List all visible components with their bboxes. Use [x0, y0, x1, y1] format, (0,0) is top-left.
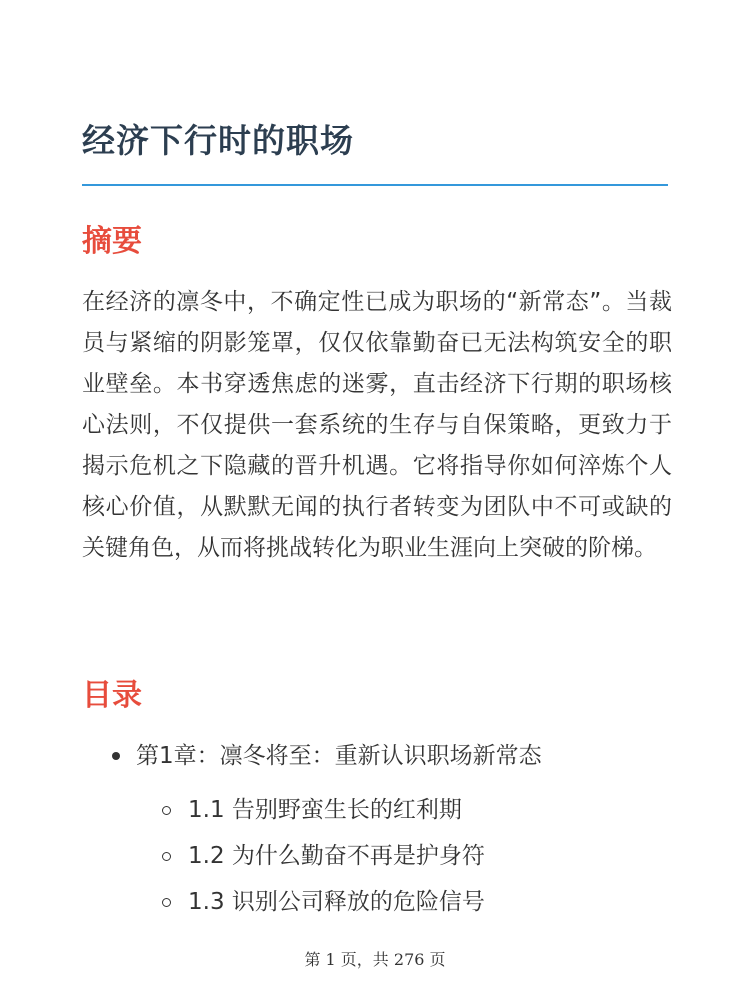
title-divider [82, 184, 668, 186]
bullet-disc-icon [112, 752, 120, 760]
toc-chapter-label[interactable]: 第1章：凛冬将至：重新认识职场新常态 [136, 743, 542, 769]
bullet-circle-icon [162, 806, 171, 815]
abstract-paragraph: 在经济的凛冬中，不确定性已成为职场的“新常态”。当裁员与紧缩的阴影笼罩，仅仅依靠勤奋已无法构筑安全的职业壁垒。本书穿透焦虑的迷雾，直击经济下行期的职场核心法则，不仅提供一套系统的生存与自保策略，更致力于揭示危机之下隐藏的晋升机遇。它将指导你如何淬炼个人核心价值，从默默无闻的执行者转变为团队中不可或缺的关键角色，从而将挑战转化为职业生涯向上突破的阶梯。 [82, 289, 672, 561]
toc-heading: 目录 [82, 678, 142, 713]
abstract-heading: 摘要 [82, 224, 142, 259]
bullet-circle-icon [162, 852, 171, 861]
page-number-footer: 第 1 页，共 276 页 [304, 950, 446, 969]
toc-section-label[interactable]: 1.1 告别野蛮生长的红利期 [188, 797, 462, 823]
bullet-circle-icon [162, 898, 171, 907]
document-title: 经济下行时的职场 [82, 121, 354, 160]
toc-section-label[interactable]: 1.3 识别公司释放的危险信号 [188, 889, 485, 915]
toc-section-label[interactable]: 1.2 为什么勤奋不再是护身符 [188, 843, 485, 869]
